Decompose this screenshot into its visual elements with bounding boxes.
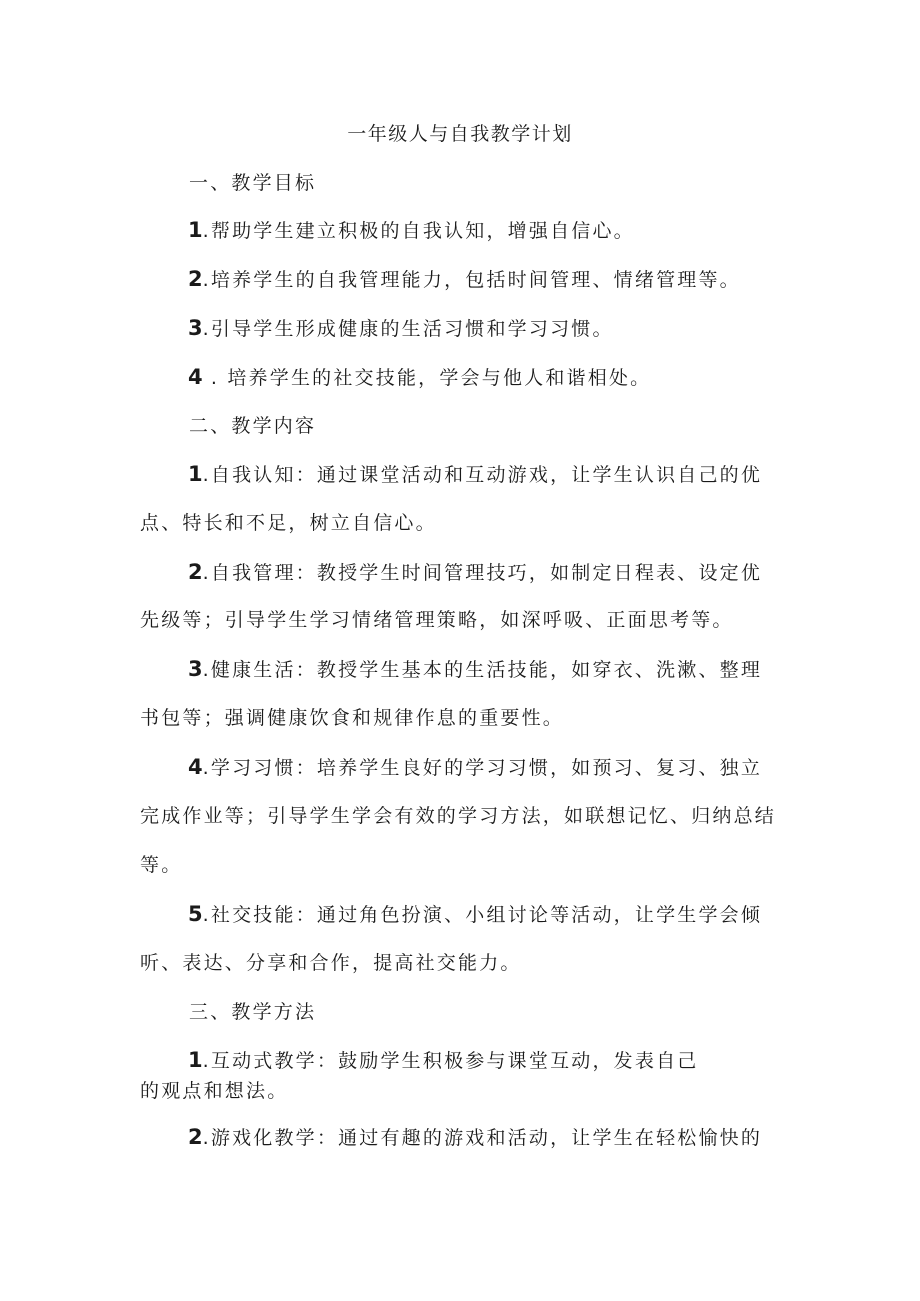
item-text: .游戏化教学：通过有趣的游戏和活动，让学生在轻松愉快的 [202, 1127, 763, 1149]
item-number: 3 [188, 657, 203, 681]
item-number: 3 [188, 316, 203, 340]
content-item-4-line3: 等。 [140, 854, 183, 876]
objective-item-4 [188, 364, 651, 391]
item-text: . 培养学生的社交技能，学会与他人和谐相处。 [202, 367, 652, 389]
item-number: 5 [188, 902, 203, 926]
item-text: .自我认知：通过课堂活动和互动游戏，让学生认识自己的优 [202, 464, 763, 486]
method-item-1-line2: 的观点和想法。 [140, 1080, 289, 1102]
item-text: .自我管理：教授学生时间管理技巧，如制定日程表、设定优 [202, 562, 763, 584]
item-number: 2 [188, 267, 203, 291]
section-heading-methods: 三、教学方法 [189, 1001, 317, 1023]
document-title: 一年级人与自我教学计划 [347, 123, 573, 145]
objective-item-1 [188, 217, 635, 244]
content-item-3-line2: 书包等；强调健康饮食和规律作息的重要性。 [140, 707, 565, 729]
content-item-3-line1 [188, 656, 762, 683]
item-number: 1 [188, 1048, 203, 1072]
item-number: 1 [188, 218, 203, 242]
item-text: .社交技能：通过角色扮演、小组讨论等活动，让学生学会倾 [202, 904, 763, 926]
objective-item-2 [188, 266, 741, 293]
section-heading-objectives: 一、教学目标 [189, 172, 317, 194]
item-number: 1 [188, 462, 203, 486]
content-item-2-line2: 先级等；引导学生学习情绪管理策略，如深呼吸、正面思考等。 [140, 609, 734, 631]
item-number: 4 [188, 365, 203, 389]
item-text: .互动式教学：鼓励学生积极参与课堂互动，发表自己 [202, 1050, 699, 1072]
content-item-4-line1 [188, 754, 762, 781]
item-text: .学习习惯：培养学生良好的学习习惯，如预习、复习、独立 [202, 757, 763, 779]
content-item-2-line1 [188, 559, 762, 586]
content-item-5-line2: 听、表达、分享和合作，提高社交能力。 [140, 952, 522, 974]
method-item-2-line1 [188, 1124, 762, 1151]
content-item-4-line2: 完成作业等；引导学生学会有效的学习方法，如联想记忆、归纳总结 [140, 805, 777, 827]
item-number: 2 [188, 560, 203, 584]
item-text: .引导学生形成健康的生活习惯和学习习惯。 [202, 318, 614, 340]
item-text: .培养学生的自我管理能力，包括时间管理、情绪管理等。 [202, 269, 741, 291]
item-number: 4 [188, 755, 203, 779]
content-item-1-line2: 点、特长和不足，树立自信心。 [140, 512, 437, 534]
method-item-1-line1 [188, 1047, 698, 1074]
item-text: .帮助学生建立积极的自我认知，增强自信心。 [202, 220, 635, 242]
objective-item-3 [188, 315, 614, 342]
item-text: .健康生活：教授学生基本的生活技能，如穿衣、洗漱、整理 [202, 659, 763, 681]
content-item-1-line1 [188, 461, 762, 488]
item-number: 2 [188, 1125, 203, 1149]
content-item-5-line1 [188, 901, 762, 928]
section-heading-content: 二、教学内容 [189, 415, 317, 437]
